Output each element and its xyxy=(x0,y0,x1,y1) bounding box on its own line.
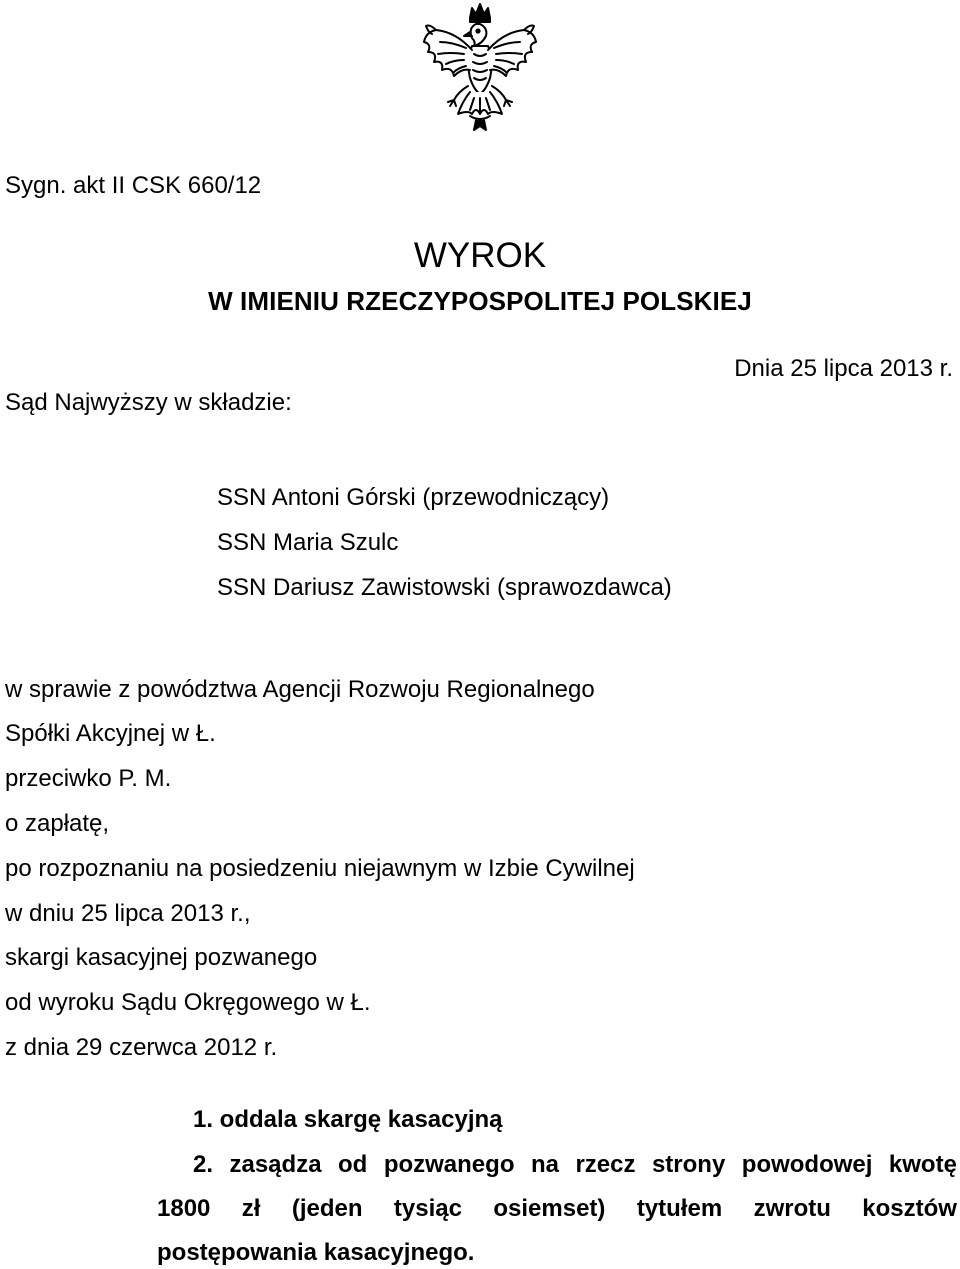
ruling-item-2-line-2 xyxy=(157,1195,957,1223)
ruling-word: tysiąc xyxy=(393,1195,462,1222)
ruling-word: osiemset) xyxy=(493,1195,606,1222)
judge-rapporteur: SSN Dariusz Zawistowski (sprawozdawca) xyxy=(217,574,672,601)
judgment-date: Dnia 25 lipca 2013 r. xyxy=(734,355,953,382)
ruling-word: na xyxy=(530,1151,559,1178)
document-title: WYROK xyxy=(413,236,547,275)
document-subtitle: W IMIENIU RZECZYPOSPOLITEJ POLSKIEJ xyxy=(208,286,752,316)
ruling-word: (jeden xyxy=(291,1195,363,1222)
court-composition-label: Sąd Najwyższy w składzie: xyxy=(5,389,292,416)
case-line-lower-court-date: z dnia 29 czerwca 2012 r. xyxy=(5,1034,278,1061)
case-line-appeal: skargi kasacyjnej pozwanego xyxy=(5,944,318,971)
polish-eagle-emblem-icon xyxy=(418,2,542,134)
case-line-lower-court: od wyroku Sądu Okręgowego w Ł. xyxy=(5,989,371,1016)
case-signature: Sygn. akt II CSK 660/12 xyxy=(5,172,262,199)
ruling-word: strony xyxy=(651,1151,726,1178)
ruling-word: zasądza xyxy=(229,1151,322,1178)
case-line-hearing: po rozpoznaniu na posiedzeniu niejawnym w Izbie Cywilnej xyxy=(5,855,635,882)
ruling-item-1: 1. oddala skargę kasacyjną xyxy=(193,1106,503,1133)
ruling-word: kosztów xyxy=(862,1195,957,1222)
ruling-word: 1800 xyxy=(157,1195,211,1222)
case-line-defendant: przeciwko P. M. xyxy=(5,765,172,792)
case-line-plaintiff-company: Spółki Akcyjnej w Ł. xyxy=(5,720,216,747)
ruling-word: od xyxy=(338,1151,368,1178)
ruling-word: 2. xyxy=(193,1151,214,1178)
ruling-word: zł xyxy=(241,1195,261,1222)
ruling-item-2-line-1 xyxy=(193,1151,957,1179)
case-line-hearing-date: w dniu 25 lipca 2013 r., xyxy=(5,900,251,927)
ruling-word: tytułem xyxy=(636,1195,723,1222)
ruling-word: kwotę xyxy=(888,1151,957,1178)
ruling-word: pozwanego xyxy=(383,1151,515,1178)
judge-member: SSN Maria Szulc xyxy=(217,529,399,556)
ruling-item-2-line-3: postępowania kasacyjnego. xyxy=(157,1239,475,1266)
judge-presiding: SSN Antoni Górski (przewodniczący) xyxy=(217,484,610,511)
case-line-subject: o zapłatę, xyxy=(5,810,110,837)
ruling-word: powodowej xyxy=(741,1151,873,1178)
ruling-word: rzecz xyxy=(575,1151,636,1178)
case-line-plaintiff: w sprawie z powództwa Agencji Rozwoju Regionalnego xyxy=(5,676,595,703)
ruling-word: zwrotu xyxy=(753,1195,831,1222)
